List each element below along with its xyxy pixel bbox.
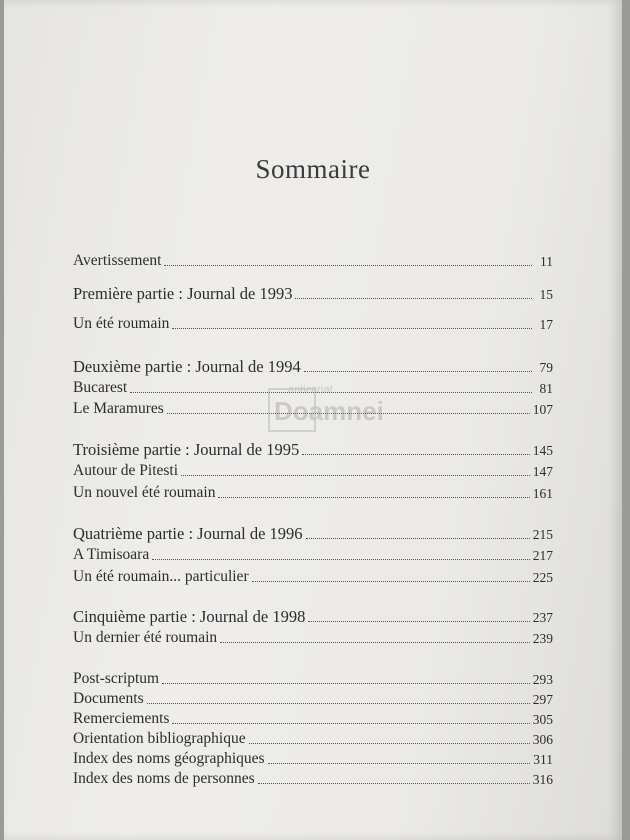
toc-entry-label: Le Maramures — [73, 400, 164, 417]
toc-entry-autour-de-pitesti — [73, 458, 553, 480]
toc-entry-page: 305 — [532, 712, 553, 727]
dot-leader — [249, 743, 530, 744]
toc-entry-label: Quatrième partie : Journal de 1996 — [73, 524, 303, 543]
toc-entry-label: Index des noms de personnes — [73, 770, 255, 787]
dot-leader — [147, 703, 530, 704]
toc-entry-label: A Timisoara — [73, 546, 150, 563]
toc-entry-label: Index des noms géographiques — [73, 750, 265, 767]
toc-entry-part-2 — [73, 354, 553, 376]
toc-entry-part-3 — [73, 437, 553, 459]
dot-leader — [152, 559, 530, 560]
dot-leader — [181, 475, 530, 476]
toc-entry-page: 81 — [539, 381, 553, 396]
toc-entry-index-personnes — [73, 766, 553, 788]
dot-leader — [220, 642, 530, 643]
toc-entry-label: Un nouvel été roumain — [73, 484, 216, 501]
toc-entry-label: Post-scriptum — [73, 670, 160, 687]
dot-leader — [162, 683, 530, 684]
toc-entry-documents — [73, 686, 553, 708]
toc-entry-un-ete-roumain — [73, 311, 553, 333]
dot-leader — [302, 454, 530, 455]
dot-leader — [172, 723, 529, 724]
toc-entry-label: Un été roumain... particulier — [73, 568, 249, 585]
toc-entry-page: 17 — [539, 317, 553, 332]
toc-entry-page: 107 — [532, 402, 553, 417]
toc-entry-page: 225 — [532, 570, 553, 585]
dot-leader — [268, 763, 531, 764]
toc-entry-label: Remerciements — [73, 710, 170, 727]
toc-entry-un-ete-roumain-particulier — [73, 564, 553, 586]
toc-entry-page: 293 — [532, 672, 553, 687]
toc-entry-avertissement — [73, 248, 553, 270]
dot-leader — [295, 298, 532, 299]
toc-entry-label: Un été roumain — [73, 315, 170, 332]
toc-entry-remerciements — [73, 706, 553, 728]
toc-entry-page: 311 — [533, 752, 553, 767]
watermark — [268, 384, 396, 436]
dot-leader — [304, 371, 532, 372]
toc-entry-page: 239 — [532, 631, 553, 646]
toc-entry-page: 79 — [539, 360, 553, 375]
dot-leader — [308, 621, 529, 622]
toc-entry-label: Avertissement — [73, 252, 162, 269]
dot-leader — [306, 538, 530, 539]
toc-entry-label: Documents — [73, 690, 144, 707]
toc-entry-label: Bucarest — [73, 379, 128, 396]
toc-entry-part-4 — [73, 521, 553, 543]
toc-entry-part-5 — [73, 604, 553, 626]
toc-entry-label: Deuxième partie : Journal de 1994 — [73, 357, 301, 376]
toc-entry-page: 145 — [532, 443, 553, 458]
watermark-small-text: anticariat — [288, 384, 333, 396]
dot-leader — [172, 328, 532, 329]
toc-entry-page: 316 — [532, 772, 553, 787]
toc-entry-page: 11 — [540, 254, 553, 269]
toc-entry-index-geographiques — [73, 746, 553, 768]
book-page — [4, 0, 622, 840]
toc-entry-label: Troisième partie : Journal de 1995 — [73, 440, 300, 459]
toc-entry-page: 237 — [532, 610, 553, 625]
toc-entry-part-1 — [73, 281, 553, 303]
toc-entry-label: Orientation bibliographique — [73, 730, 246, 747]
dot-leader — [252, 581, 530, 582]
dot-leader — [218, 497, 529, 498]
watermark-big-text: Doamnei — [274, 396, 384, 426]
dot-leader — [164, 265, 532, 266]
toc-entry-page: 217 — [532, 548, 553, 563]
toc-entry-post-scriptum — [73, 666, 553, 688]
toc-entry-un-nouvel-ete-roumain — [73, 480, 553, 502]
page-title: Sommaire — [255, 154, 371, 184]
toc-entry-page: 15 — [539, 287, 553, 302]
toc-entry-orientation-bibliographique — [73, 726, 553, 748]
toc-entry-label: Un dernier été roumain — [73, 629, 218, 646]
toc-entry-page: 306 — [532, 732, 553, 747]
toc-entry-label: Cinquième partie : Journal de 1998 — [73, 607, 306, 626]
toc-entry-page: 215 — [532, 527, 553, 542]
toc-entry-page: 161 — [532, 486, 553, 501]
toc-entry-label: Première partie : Journal de 1993 — [73, 284, 293, 303]
toc-entry-a-timisoara — [73, 542, 553, 564]
toc-entry-un-dernier-ete-roumain — [73, 625, 553, 647]
toc-entry-label: Autour de Pitesti — [73, 462, 179, 479]
toc-entry-page: 147 — [532, 464, 553, 479]
toc-entry-page: 297 — [532, 692, 553, 707]
dot-leader — [258, 783, 530, 784]
